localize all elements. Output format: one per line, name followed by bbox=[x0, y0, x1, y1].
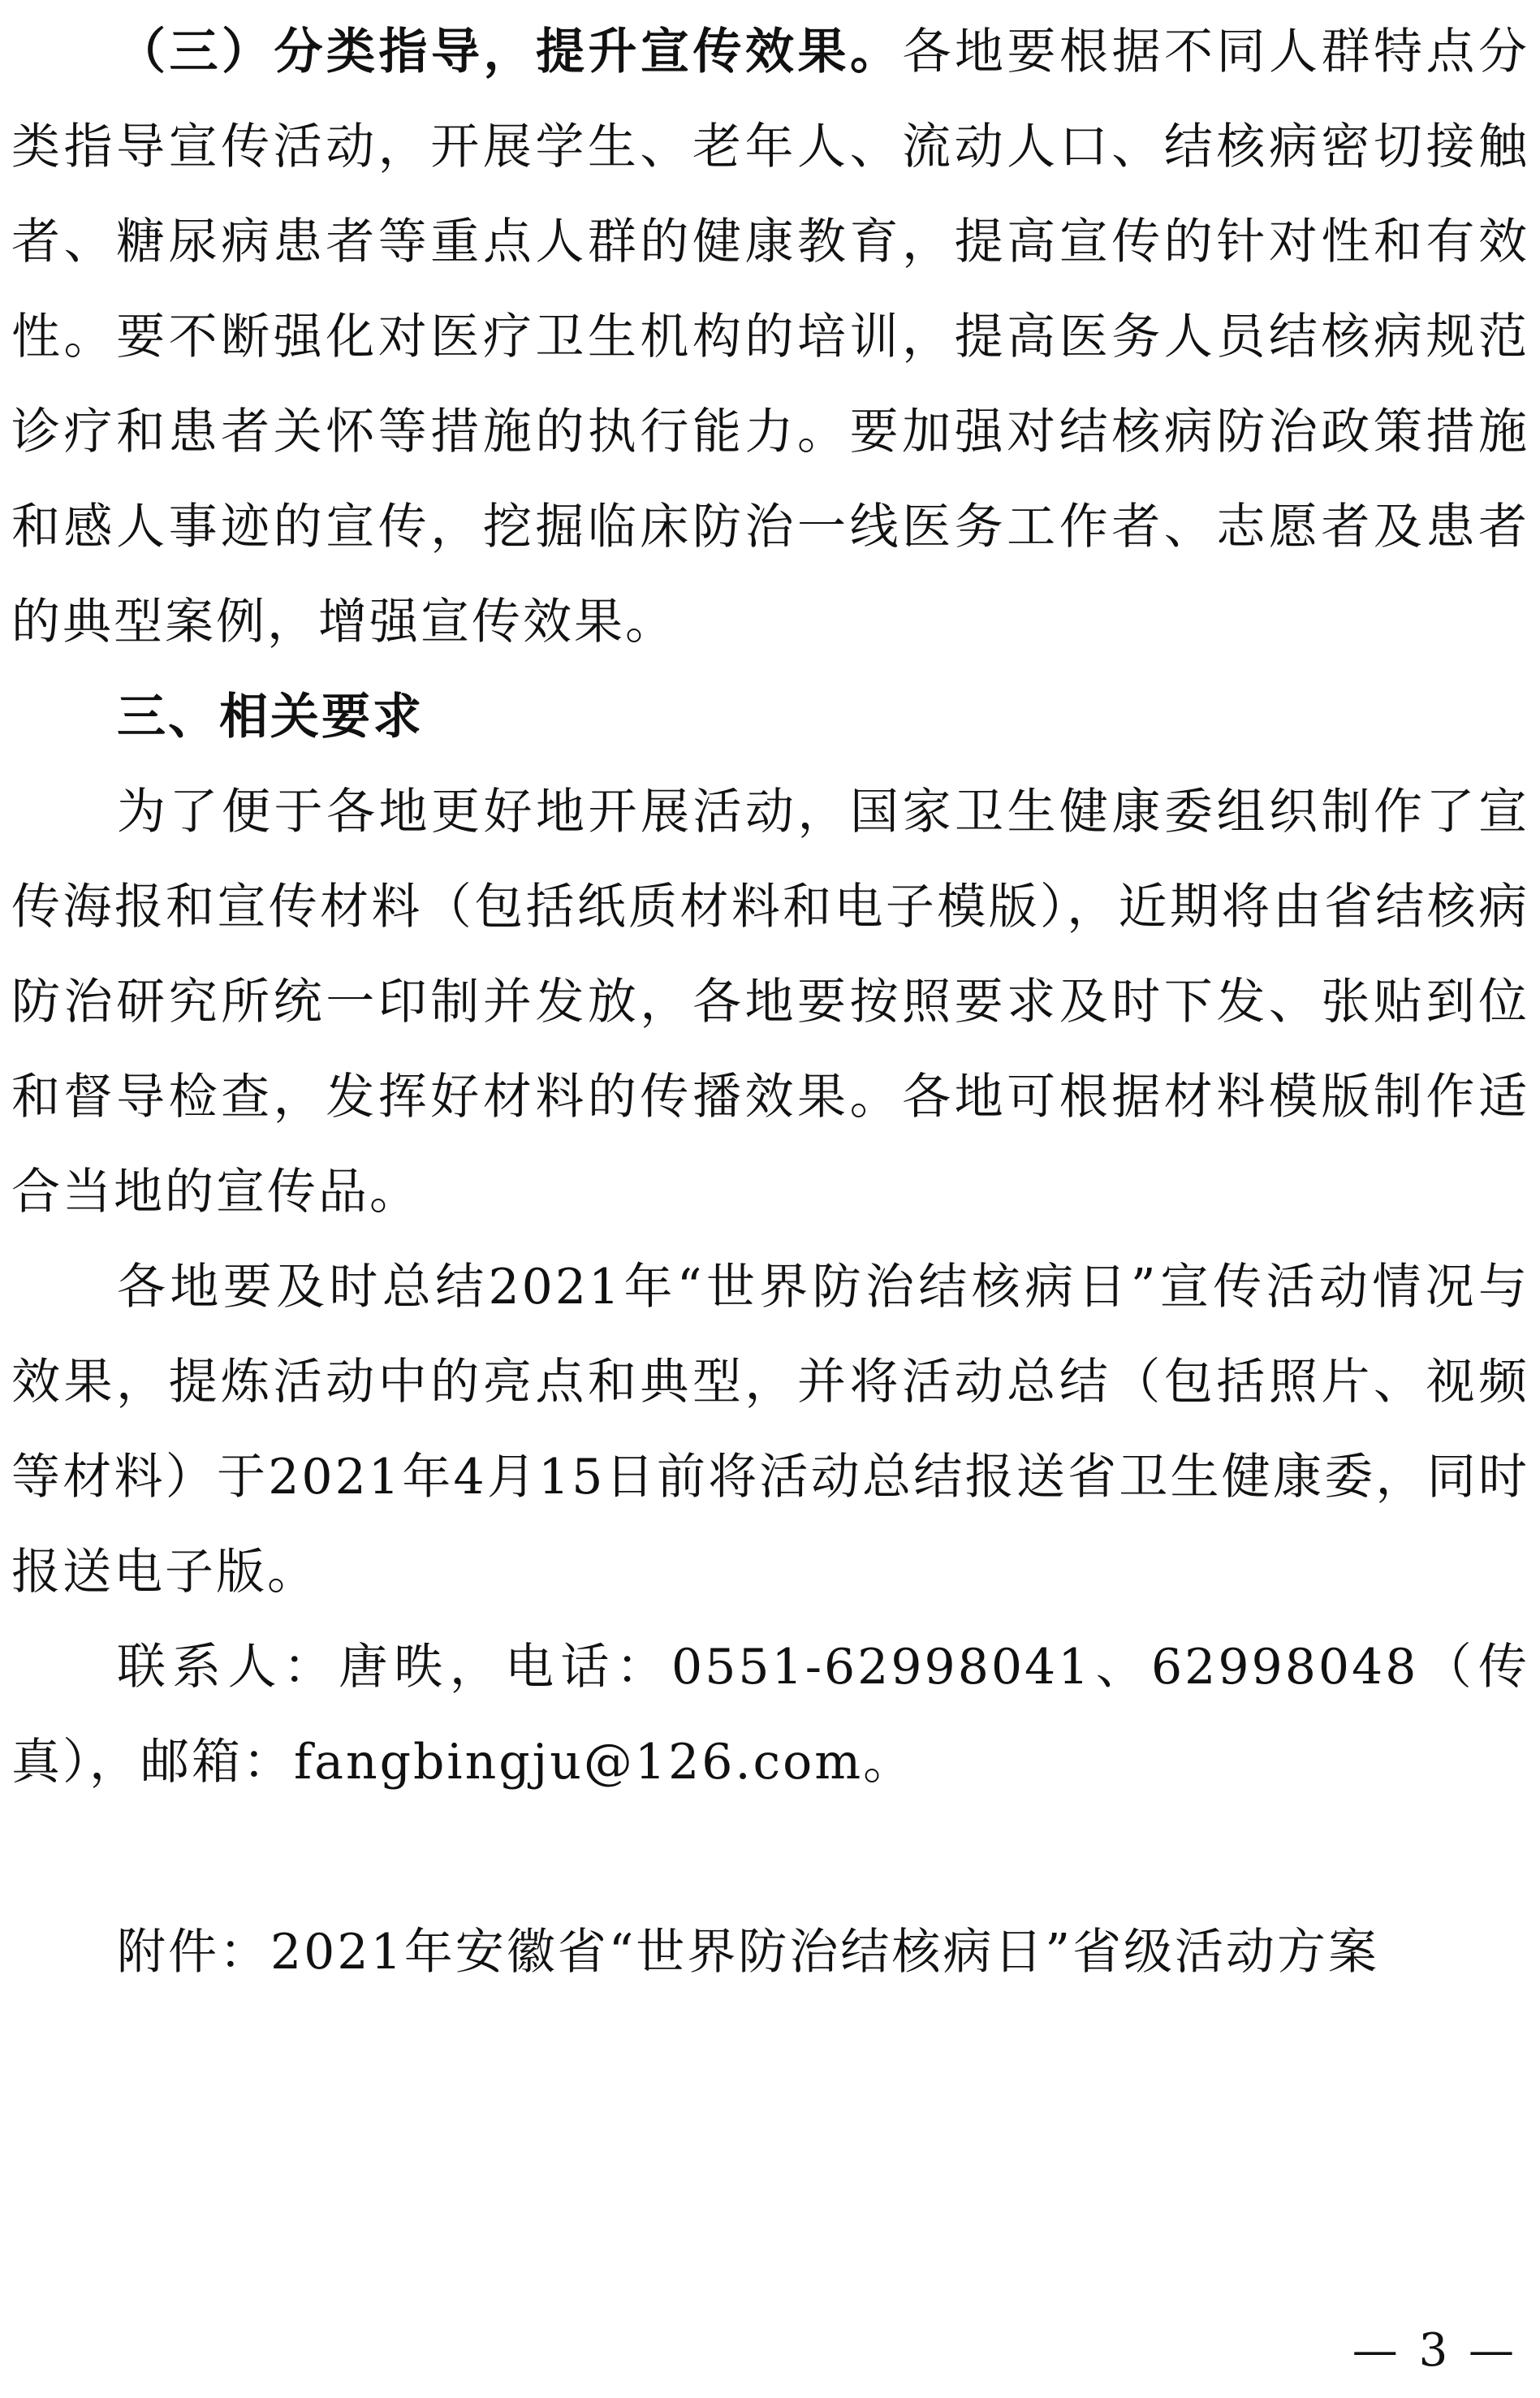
section-3-heading: （三）分类指导，提升宣传效果。 bbox=[117, 24, 903, 80]
document-body bbox=[11, 5, 1529, 2000]
requirements-heading: 三、相关要求 bbox=[117, 689, 424, 745]
section-3-paragraph bbox=[11, 5, 1529, 670]
page-number: — 3 — bbox=[1352, 2324, 1517, 2377]
contact-paragraph: 联系人：唐昳，电话：0551-62998041、62998048（传真），邮箱：fangbingju@126.com。 bbox=[11, 1639, 1529, 1791]
requirements-paragraph-2: 各地要及时总结2021年“世界防治结核病日”宣传活动情况与效果，提炼活动中的亮点和典型，并将活动总结（包括照片、视频等材料）于2021年4月15日前将活动总结报送省卫生健康委，同时报送电子版。 bbox=[11, 1259, 1529, 1601]
requirements-paragraph-1: 为了便于各地更好地开展活动，国家卫生健康委组织制作了宣传海报和宣传材料（包括纸质材料和电子模版），近期将由省结核病防治研究所统一印制并发放，各地要按照要求及时下发、张贴到位和督导检查，发挥好材料的传播效果。各地可根据材料模版制作适合当地的宣传品。 bbox=[11, 784, 1529, 1221]
blank-line bbox=[11, 1810, 1529, 1905]
section-3-body: 各地要根据不同人群特点分类指导宣传活动，开展学生、老年人、流动人口、结核病密切接触者、糖尿病患者等重点人群的健康教育，提高宣传的针对性和有效性。要不断强化对医疗卫生机构的培训，提高医务人员结核病规范诊疗和患者关怀等措施的执行能力。要加强对结核病防治政策措施和感人事迹的宣传，挖掘临床防治一线医务工作者、志愿者及患者的典型案例，增强宣传效果。 bbox=[11, 24, 1529, 650]
attachment-line: 附件：2021年安徽省“世界防治结核病日”省级活动方案 bbox=[117, 1924, 1380, 1981]
